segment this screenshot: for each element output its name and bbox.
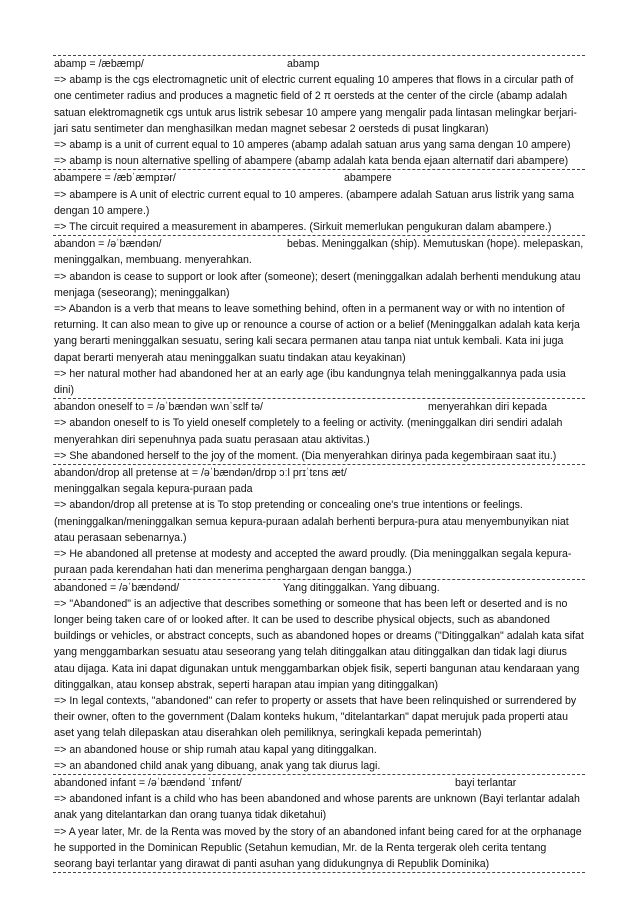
entry-definition-line: => abampere is A unit of electric current equal to 10 amperes. (abampere adalah Satuan arus listrik yang sama dengan 10 ampere.) [54, 188, 574, 217]
dictionary-entry [53, 775, 585, 873]
entry-meaning: abamp [287, 58, 320, 70]
entry-term: abandon = /əˈbændən/ [54, 238, 162, 251]
entry-meaning: bayi terlantar [455, 776, 517, 789]
entry-headword-line [53, 775, 585, 791]
entry-term: abandoned = /əˈbændənd/ [54, 581, 180, 594]
entry-headword-line [53, 399, 585, 415]
entry-headword-line [53, 236, 585, 268]
entry-definition-line: => abandon oneself to is To yield oneself completely to a feeling or activity. (meninggalkan diri sendiri adalah menyerahkan diri sepenuhnya pada suatu perasaan atau aktivitas.) [54, 417, 563, 446]
entry-definition-line: => abamp is a unit of current equal to 10 amperes (abamp adalah satuan arus yang sama dengan 10 ampere) [54, 139, 571, 152]
entry-definition-line: => "Abandoned" is an adjective that describes something or someone that has been left or deserted and is no longer being taken care of or looked after. It can be used to describe physical objects, such as abandoned buildings or vehicles, or abstract concepts, such as abandoned hopes or dreams ("Ditinggalkan" adalah kata sifat yang menggambarkan sesuatu atau seseorang yang telah ditinggalkan atau ditinggalkan dan tidak lagi diurus atau dijaga. Kata ini dapat digunakan untuk menggambarkan objek fisik, seperti bangunan atau kendaraan yang ditinggalkan, atau konsep abstrak, seperti harapan atau impian yang ditinggalkan) [54, 597, 584, 691]
entry-term: abamp = /æbæmp/ [54, 58, 144, 70]
dictionary-entry [53, 399, 585, 465]
entry-definition-line: => abamp is noun alternative spelling of abampere (abamp adalah kata benda ejaan alternatif dari abampere) [54, 155, 569, 168]
entry-headword-line [53, 580, 585, 596]
entry-definition-line: => Abandon is a verb that means to leave something behind, often in a permanent way or with no intention of returning. It can also mean to give up or renounce a course of action or a belief (Meninggalkan adalah kata kerja yang berarti meninggalkan sesuatu, sering kali secara permanen atau tanpa niat untuk kembali. Kata ini juga dapat berarti menyerah atau meninggalkan suatu tindakan atau keyakinan) [54, 303, 580, 364]
entry-meaning: abampere [344, 172, 392, 185]
entry-headword-line [53, 170, 585, 186]
entry-definition-line: => abandon/drop all pretense at is To stop pretending or concealing one's true intentions or feelings. (meninggalkan/meninggalkan semua kepura-puraan adalah berhenti berpura-pura atau menyembunyikan niat atau perasaan sebenarnya.) [54, 499, 569, 544]
entry-term: abampere = /æbˈæmpɪər/ [54, 172, 176, 185]
entry-definition-line: meninggalkan segala kepura-puraan pada [54, 483, 253, 496]
dictionary-page [53, 55, 585, 873]
entry-definition-line: => an abandoned child anak yang dibuang, anak yang tak diurus lagi. [54, 759, 381, 772]
entry-definition-line: => He abandoned all pretense at modesty and accepted the award proudly. (Dia meninggalkan segala kepura-puraan pada kerendahan hati dan menerima penghargaan dengan bangga.) [54, 548, 572, 577]
entry-term: abandon oneself to = /əˈbændən wʌnˈsɛlf tə/ [54, 401, 263, 414]
entry-definition-line: => abandoned infant is a child who has been abandoned and whose parents are unknown (Bayi terlantar adalah anak yang ditelantarkan dan orang tuanya tidak diketahui) [54, 793, 580, 822]
entry-headword-line [53, 465, 585, 481]
entry-definition-line: => abandon is cease to support or look after (someone); desert (meninggalkan adalah berhenti mendukung atau menjaga (seseorang); meninggalkan) [54, 270, 581, 299]
dictionary-entry [53, 236, 585, 399]
entry-meaning: Yang ditinggalkan. Yang dibuang. [283, 581, 440, 594]
entry-headword-line [53, 56, 585, 72]
entry-meaning: menyerahkan diri kepada [428, 401, 547, 414]
dictionary-entry [53, 170, 585, 236]
entry-term: abandoned infant = /əˈbændənd ˈɪnfənt/ [54, 776, 242, 789]
entry-definition-line: => A year later, Mr. de la Renta was moved by the story of an abandoned infant being cared for at the orphanage he supported in the Dominican Republic (Setahun kemudian, Mr. de la Renta tergerak oleh cerita tentang seorang bayi terlantar yang dirawat di panti asuhan yang didukungnya di Republik Dominika) [54, 825, 582, 870]
entry-definition-line: => abamp is the cgs electromagnetic unit of electric current equaling 10 amperes that flows in a circular path of one centimeter radius and produces a magnetic field of 2 π oersteds at the center of the circle (abamp adalah satuan elektromagnetik cgs untuk arus listrik sebesar 10 ampere yang mengalir pada lintasan melingkar berjari- jari satu sentimeter dan menghasilkan medan magnet sebesar 2 oersteds di pusat lingkaran) [54, 74, 577, 135]
entry-definition-line: => her natural mother had abandoned her at an early age (ibu kandungnya telah meninggalkannya pada usia dini) [54, 367, 566, 397]
dictionary-entry [53, 55, 585, 170]
entry-definition-line: => The circuit required a measurement in abamperes. (Sirkuit memerlukan pengukuran dalam abampere.) [54, 221, 552, 234]
dictionary-entry [53, 465, 585, 579]
entry-definition-line: => She abandoned herself to the joy of the moment. (Dia menyerahkan dirinya pada kegembiraan saat itu.) [54, 449, 557, 462]
entry-definition-line: => In legal contexts, "abandoned" can refer to property or assets that have been relinquished or surrendered by their owner, often to the government (Dalam konteks hukum, "ditelantarkan" dapat merujuk pada properti atau aset yang telah dilepaskan atau diserahkan oleh pemiliknya, seringkali kepada pemerintah) [54, 694, 577, 740]
dictionary-entry [53, 580, 585, 775]
entry-meaning: bebas. Meninggalkan (ship). Memutuskan (hope). melepaskan, meninggalkan, membuang. menyerahkan. [54, 238, 584, 267]
entry-term: abandon/drop all pretense at = /əˈbændən/drɒp ɔːl prɪˈtɛns æt/ [54, 467, 347, 480]
entry-definition-line: => an abandoned house or ship rumah atau kapal yang ditinggalkan. [54, 743, 377, 756]
